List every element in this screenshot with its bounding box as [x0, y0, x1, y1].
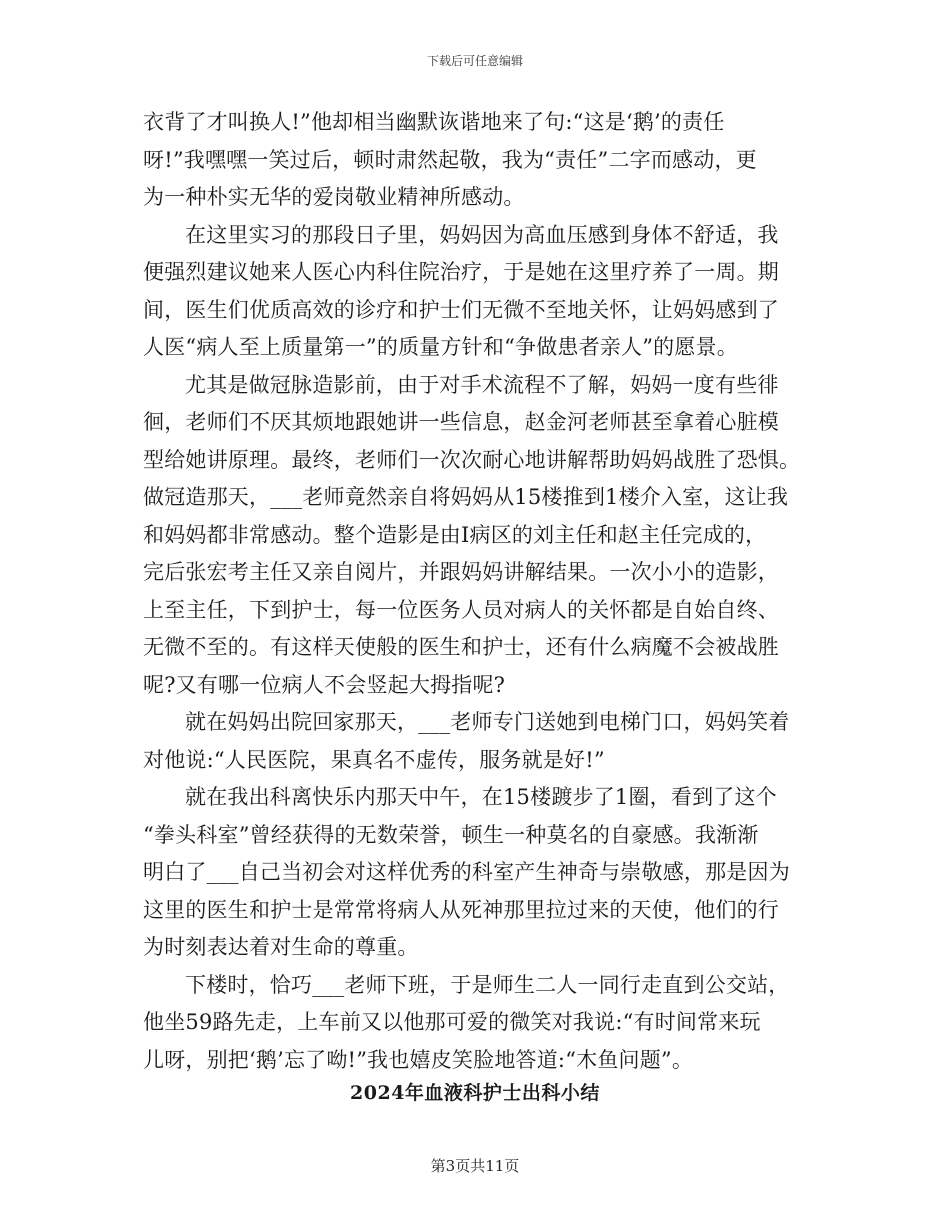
page-header: 下载后可任意编辑 [426, 54, 523, 68]
text-line: 儿呀，别把‘鹅’忘了呦!”我也嬉皮笑脸地答道:“木鱼问题”。 [143, 1047, 694, 1072]
text-line: 型给她讲原理。最终，老师们一次次耐心地讲解帮助妈妈战胜了恐惧。 [143, 447, 801, 472]
text-line: 徊，老师们不厌其烦地跟她讲一些信息，赵金河老师甚至拿着心脏模 [143, 410, 779, 434]
text-line: 上至主任，下到护士，每一位医务人员对病人的关怀都是自始自终、 [143, 597, 779, 622]
document-body [143, 104, 809, 1079]
text-line: 呢?又有哪一位病人不会竖起大拇指呢? [143, 672, 506, 697]
paragraph-first-line: 下楼时，恰巧___老师下班，于是师生二人一同行走直到公交站， [185, 972, 790, 997]
text-line: “拳头科室”曾经获得的无数荣誉，顿生一种莫名的自豪感。我渐渐 [143, 822, 759, 847]
page-number-footer: 第3页共11页 [430, 1157, 520, 1175]
text-line: 衣背了才叫换人!”他却相当幽默诙谐地来了句:“这是‘鹅’的责任 [143, 110, 725, 134]
text-line: 为一种朴实无华的爱岗敬业精神所感动。 [143, 185, 525, 209]
text-line: 明白了___自己当初会对这样优秀的科室产生神奇与崇敬感，那是因为 [143, 860, 790, 884]
paragraph-first-line: 就在我出科离快乐内那天中午，在15楼踱步了1圈，看到了这个 [185, 785, 777, 809]
paragraph-first-line: 尤其是做冠脉造影前，由于对手术流程不了解，妈妈一度有些徘 [185, 372, 779, 397]
text-line: 为时刻表达着对生命的尊重。 [143, 935, 419, 959]
text-line: 和妈妈都非常感动。整个造影是由Ⅰ病区的刘主任和赵主任完成的， [143, 522, 767, 547]
text-line: 对他说:“人民医院，果真名不虚传，服务就是好!” [143, 747, 605, 772]
text-line: 呀!”我嘿嘿一笑过后，顿时肃然起敬，我为“责任”二字而感动，更 [143, 147, 757, 172]
text-line: 人医“病人至上质量第一”的质量方针和“争做患者亲人”的愿景。 [143, 335, 738, 359]
text-line: 便强烈建议她来人医心内科住院治疗，于是她在这里疗养了一周。期 [143, 260, 779, 284]
section-heading: 2024年血液科护士出科小结 [350, 1082, 600, 1104]
text-line: 间，医生们优质高效的诊疗和护士们无微不至地关怀，让妈妈感到了 [143, 297, 779, 322]
paragraph-first-line: 就在妈妈出院回家那天，___老师专门送她到电梯门口，妈妈笑着 [185, 710, 790, 734]
text-line: 完后张宏考主任又亲自阅片，并跟妈妈讲解结果。一次小小的造影， [143, 560, 779, 584]
text-line: 这里的医生和护士是常常将病人从死神那里拉过来的天使，他们的行 [143, 897, 779, 922]
text-line: 做冠造那天，___老师竟然亲自将妈妈从15楼推到1楼介入室，这让我 [143, 485, 789, 509]
paragraph-first-line: 在这里实习的那段日子里，妈妈因为高血压感到身体不舒适，我 [185, 222, 779, 247]
text-line: 他坐59路先走，上车前又以他那可爱的微笑对我说:“有时间常来玩 [143, 1010, 761, 1034]
text-line: 无微不至的。有这样天使般的医生和护士，还有什么病魔不会被战胜 [143, 635, 779, 659]
